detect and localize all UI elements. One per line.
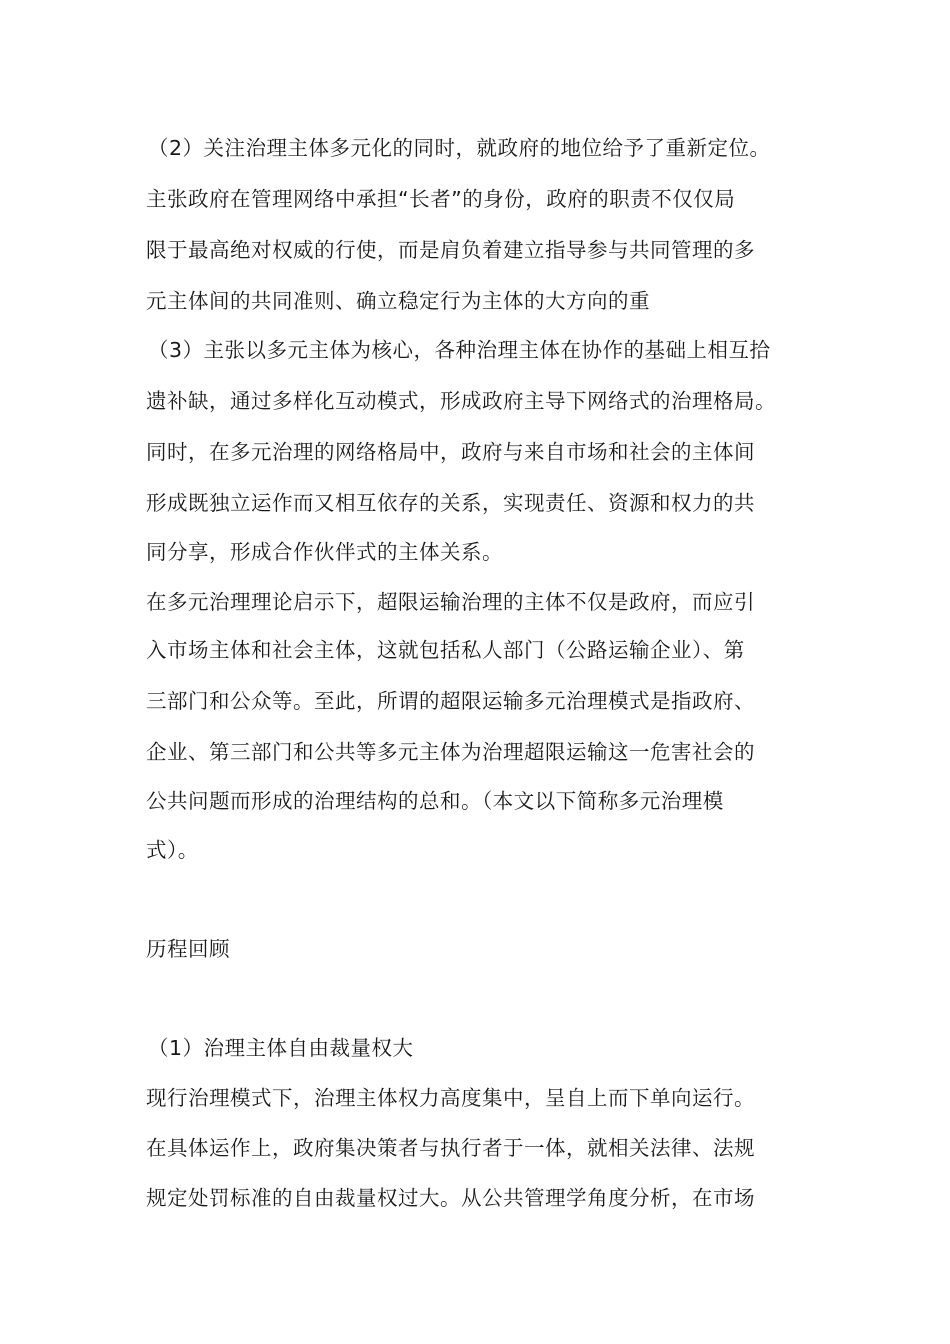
paragraph-summary-line-4: 企业、第三部门和公共等多元主体为治理超限运输这一危害社会的 [146, 740, 755, 764]
paragraph-summary-line-3: 三部门和公众等。至此，所谓的超限运输多元治理模式是指政府、 [146, 689, 755, 713]
paragraph-summary-line-1: 在多元治理理论启示下，超限运输治理的主体不仅是政府，而应引 [146, 590, 755, 614]
paragraph-summary-line-2: 入市场主体和社会主体，这就包括私人部门（公路运输企业）、第 [146, 638, 745, 662]
paragraph-review-line-2: 在具体运作上，政府集决策者与执行者于一体，就相关法律、法规 [146, 1136, 755, 1160]
paragraph-2-line-3: 限于最高绝对权威的行使，而是肩负着建立指导参与共同管理的多 [146, 238, 755, 262]
subheading-1: （1）治理主体自由裁量权大 [148, 1036, 414, 1060]
paragraph-review-line-1: 现行治理模式下，治理主体权力高度集中，呈自上而下单向运行。 [146, 1086, 755, 1110]
paragraph-2-line-4: 元主体间的共同准则、确立稳定行为主体的大方向的重 [146, 289, 650, 313]
paragraph-3-line-3: 同时，在多元治理的网络格局中，政府与来自市场和社会的主体间 [146, 440, 755, 464]
paragraph-3-line-4: 形成既独立运作而又相互依存的关系，实现责任、资源和权力的共 [146, 491, 755, 515]
paragraph-3-line-2: 遗补缺，通过多样化互动模式，形成政府主导下网络式的治理格局。 [146, 389, 776, 413]
paragraph-2-line-2: 主张政府在管理网络中承担“长者”的身份，政府的职责不仅仅局 [146, 187, 736, 211]
paragraph-2-line-1: （2）关注治理主体多元化的同时，就政府的地位给予了重新定位。 [148, 136, 771, 160]
paragraph-3-line-1: （3）主张以多元主体为核心，各种治理主体在协作的基础上相互拾 [148, 338, 771, 362]
section-heading: 历程回顾 [146, 937, 230, 961]
paragraph-review-line-3: 规定处罚标准的自由裁量权过大。从公共管理学角度分析，在市场 [146, 1186, 755, 1210]
paragraph-summary-line-5: 公共问题而形成的治理结构的总和。（本文以下简称多元治理模 [146, 789, 724, 813]
paragraph-summary-line-6: 式）。 [146, 838, 199, 862]
paragraph-3-line-5: 同分享，形成合作伙伴式的主体关系。 [146, 540, 503, 564]
